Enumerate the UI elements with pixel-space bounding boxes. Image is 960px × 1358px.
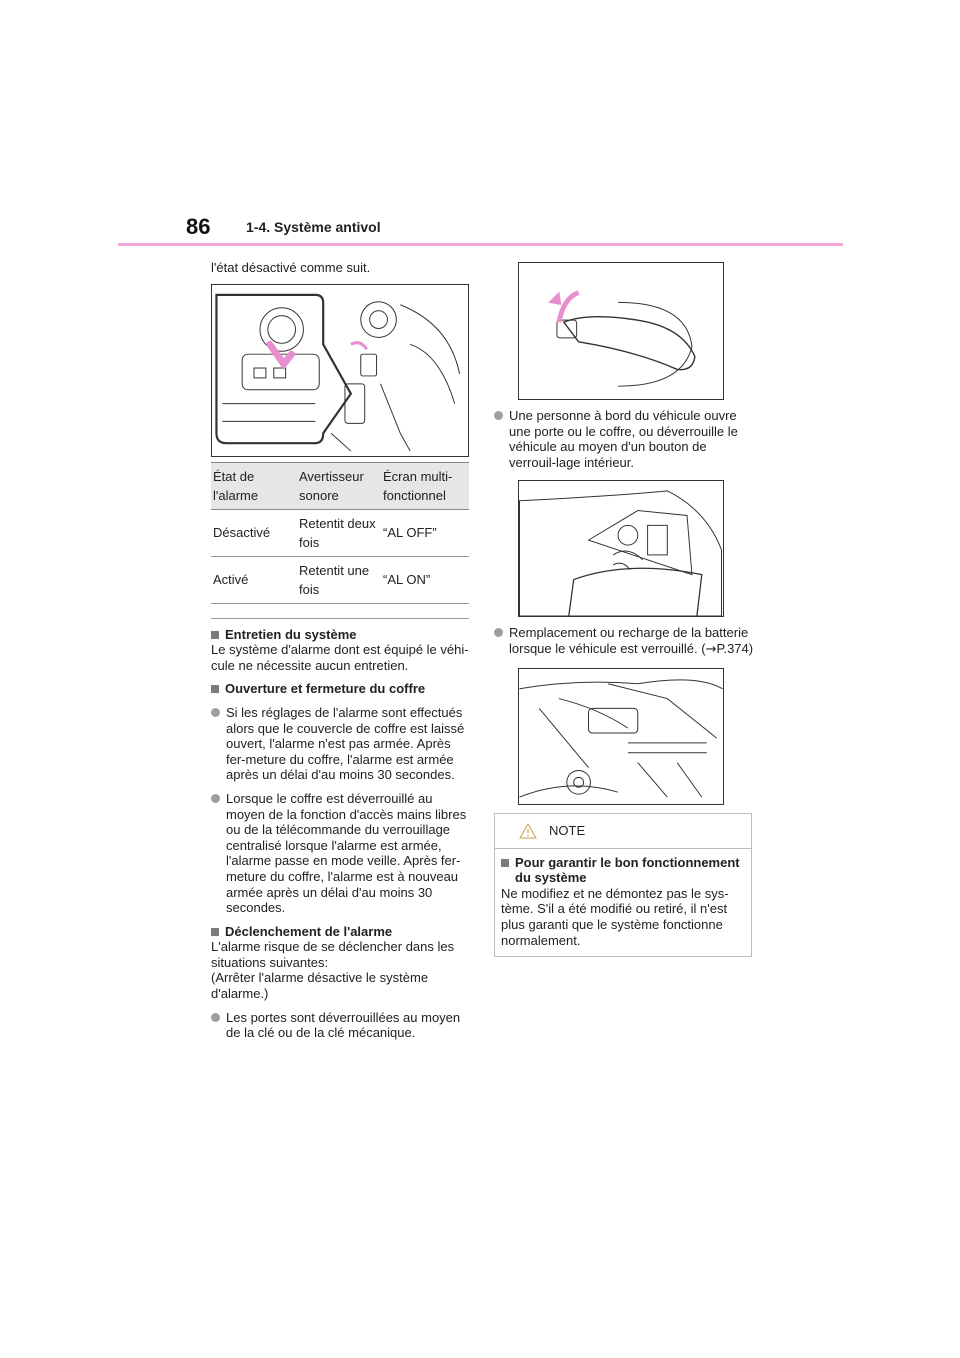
trigger-heading: Déclenchement de l'alarme bbox=[211, 924, 473, 940]
trigger-note: (Arrêter l'alarme désactive le système d'alarme.) bbox=[211, 970, 429, 1002]
table-cell: Activé bbox=[213, 572, 249, 588]
list-item: Une personne à bord du véhicule ouvre une porte ou le coffre, ou déverrouille le véhicule au moyen d'un bouton de verrouil-lage intérieur. bbox=[494, 408, 756, 470]
circle-bullet-icon bbox=[494, 628, 503, 637]
circle-bullet-icon bbox=[211, 794, 220, 803]
person-in-car-illustration bbox=[518, 480, 724, 617]
note-box bbox=[494, 813, 752, 958]
trunk-heading: Ouverture et fermeture du coffre bbox=[211, 681, 473, 697]
table-header: Avertisseur sonore bbox=[299, 468, 364, 503]
note-text: Ne modifiez et ne démontez pas le sys-tème. S'il a été modifié ou retiré, il n'est plus garanti que le système fonctionne normalement. bbox=[501, 885, 729, 948]
circle-bullet-icon bbox=[494, 411, 503, 420]
table-header: Écran multi-fonctionnel bbox=[383, 468, 453, 503]
page-reference[interactable]: P.374) bbox=[716, 640, 754, 656]
square-bullet-icon bbox=[211, 631, 219, 639]
square-bullet-icon bbox=[501, 859, 509, 867]
engine-bay-illustration bbox=[518, 668, 724, 805]
table-header-row bbox=[211, 462, 469, 509]
list-item: Si les réglages de l'alarme sont effectués alors que le couvercle de coffre est laissé ouvert, l'alarme n'est pas armée. Après fer-meture du coffre, l'alarme est armée après un délai d'au moins 30 secondes. bbox=[211, 705, 473, 783]
page-number: 86 bbox=[186, 214, 211, 239]
note-body bbox=[495, 849, 751, 949]
table-row bbox=[211, 556, 469, 603]
table-cell: Désactivé bbox=[213, 525, 271, 541]
left-column bbox=[211, 260, 473, 1041]
circle-bullet-icon bbox=[211, 1013, 220, 1022]
right-column bbox=[494, 262, 756, 957]
circle-bullet-icon bbox=[211, 708, 220, 717]
table-cell: Retentit une fois bbox=[299, 562, 370, 597]
reference-arrow-icon: → bbox=[705, 641, 717, 657]
table-cell: Retentit deux fois bbox=[299, 515, 376, 550]
list-item: Les portes sont déverrouillées au moyen de la clé ou de la clé mécanique. bbox=[211, 1010, 473, 1041]
alarm-status-table bbox=[211, 462, 469, 604]
maintenance-heading: Entretien du système bbox=[211, 627, 473, 643]
square-bullet-icon bbox=[211, 685, 219, 693]
list-item: Lorsque le coffre est déverrouillé au moyen de la fonction d'accès mains libres ou de la télécommande du verrouillage centralisé lorsque l'alarme est armée, l'alarme passe en mode veille. Après fer-meture du coffre, l'alarme est à nouveau armée après un délai d'au moins 30 secondes. bbox=[211, 791, 473, 916]
table-end-rule bbox=[211, 618, 469, 619]
maintenance-text: Le système d'alarme dont est équipé le véhi-cule ne nécessite aucun entretien. bbox=[211, 642, 469, 673]
battery-text: Remplacement ou recharge de la batterie lorsque le véhicule est verrouillé. bbox=[509, 625, 749, 656]
note-heading: Pour garantir le bon fonctionnement du système bbox=[501, 855, 745, 886]
note-header bbox=[495, 814, 751, 849]
list-item: Remplacement ou recharge de la batterie lorsque le véhicule est verrouillé. (→P.374) bbox=[494, 625, 756, 657]
table-header: État de l'alarme bbox=[213, 468, 259, 503]
door-handle-illustration bbox=[518, 262, 724, 400]
table-cell: “AL OFF” bbox=[383, 525, 437, 541]
trigger-text: L'alarme risque de se déclencher dans les situations suivantes: bbox=[211, 939, 455, 970]
square-bullet-icon bbox=[211, 928, 219, 936]
table-cell: “AL ON” bbox=[383, 572, 431, 588]
note-label: NOTE bbox=[549, 822, 586, 838]
section-title: 1-4. Système antivol bbox=[246, 219, 381, 235]
intro-text: l'état désactivé comme suit. bbox=[211, 260, 371, 275]
warning-triangle-icon bbox=[519, 823, 537, 839]
dashboard-illustration bbox=[211, 284, 469, 457]
header-rule bbox=[118, 243, 843, 246]
table-row bbox=[211, 509, 469, 556]
